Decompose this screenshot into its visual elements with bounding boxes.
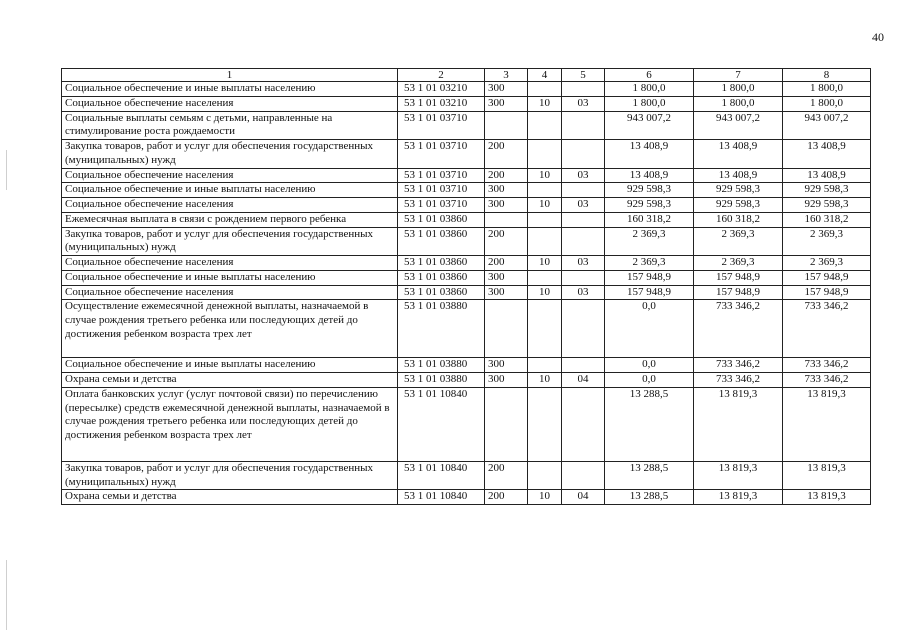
amount-col8-cell: 943 007,2	[783, 111, 871, 140]
column-header: 8	[783, 69, 871, 82]
section-cell: 10	[528, 285, 562, 300]
row-name-cell: Оплата банковских услуг (услуг почтовой связи) по перечислению (пересылке) средств ежемесячной денежной выплаты, назначаемой в случае рождения третьего ребенка или последующих детей до достижения ребенком возраста трех лет	[62, 387, 398, 461]
expense-type-cell: 300	[485, 183, 528, 198]
amount-col6-cell: 0,0	[605, 373, 694, 388]
amount-col8-cell: 13 819,3	[783, 490, 871, 505]
amount-col6-cell: 2 369,3	[605, 256, 694, 271]
row-name-cell: Закупка товаров, работ и услуг для обеспечения государственных (муниципальных) нужд	[62, 461, 398, 490]
row-name-cell: Социальное обеспечение и иные выплаты населению	[62, 82, 398, 97]
amount-col7-cell: 13 819,3	[694, 461, 783, 490]
amount-col6-cell: 13 408,9	[605, 140, 694, 169]
amount-col7-cell: 157 948,9	[694, 270, 783, 285]
amount-col6-cell: 160 318,2	[605, 212, 694, 227]
expense-type-cell	[485, 111, 528, 140]
table-row	[62, 82, 871, 97]
column-header: 2	[398, 69, 485, 82]
table-row	[62, 198, 871, 213]
target-article-code-cell: 53 1 01 03210	[398, 96, 485, 111]
amount-col7-cell: 13 819,3	[694, 490, 783, 505]
row-name-cell: Осуществление ежемесячной денежной выплаты, назначаемой в случае рождения третьего ребенка или последующих детей до достижения ребенком возраста трех лет	[62, 300, 398, 358]
expense-type-cell: 300	[485, 373, 528, 388]
amount-col7-cell: 13 408,9	[694, 140, 783, 169]
subsection-cell: 03	[562, 198, 605, 213]
amount-col7-cell: 157 948,9	[694, 285, 783, 300]
column-header: 4	[528, 69, 562, 82]
column-header: 5	[562, 69, 605, 82]
page-number: 40	[872, 30, 884, 44]
target-article-code-cell: 53 1 01 03880	[398, 373, 485, 388]
section-cell	[528, 111, 562, 140]
amount-col8-cell: 733 346,2	[783, 373, 871, 388]
amount-col8-cell: 13 819,3	[783, 461, 871, 490]
table-row	[62, 227, 871, 256]
amount-col8-cell: 733 346,2	[783, 358, 871, 373]
section-cell: 10	[528, 490, 562, 505]
column-header: 6	[605, 69, 694, 82]
subsection-cell	[562, 270, 605, 285]
amount-col7-cell: 13 819,3	[694, 387, 783, 461]
section-cell: 10	[528, 256, 562, 271]
row-name-cell: Социальное обеспечение населения	[62, 168, 398, 183]
target-article-code-cell: 53 1 01 03710	[398, 198, 485, 213]
expense-type-cell: 200	[485, 490, 528, 505]
subsection-cell: 04	[562, 490, 605, 505]
subsection-cell	[562, 387, 605, 461]
table-row	[62, 168, 871, 183]
target-article-code-cell: 53 1 01 10840	[398, 461, 485, 490]
amount-col8-cell: 2 369,3	[783, 256, 871, 271]
amount-col6-cell: 943 007,2	[605, 111, 694, 140]
target-article-code-cell: 53 1 01 10840	[398, 490, 485, 505]
amount-col6-cell: 157 948,9	[605, 270, 694, 285]
amount-col7-cell: 929 598,3	[694, 183, 783, 198]
amount-col7-cell: 1 800,0	[694, 96, 783, 111]
amount-col7-cell: 733 346,2	[694, 300, 783, 358]
row-name-cell: Закупка товаров, работ и услуг для обеспечения государственных (муниципальных) нужд	[62, 227, 398, 256]
amount-col8-cell: 13 819,3	[783, 387, 871, 461]
left-margin-rule	[6, 150, 7, 190]
target-article-code-cell: 53 1 01 03860	[398, 256, 485, 271]
subsection-cell: 03	[562, 96, 605, 111]
amount-col7-cell: 13 408,9	[694, 168, 783, 183]
expense-type-cell: 300	[485, 358, 528, 373]
amount-col6-cell: 13 288,5	[605, 490, 694, 505]
left-margin-rule	[6, 560, 7, 630]
amount-col8-cell: 1 800,0	[783, 96, 871, 111]
row-name-cell: Социальное обеспечение и иные выплаты населению	[62, 270, 398, 285]
amount-col6-cell: 0,0	[605, 300, 694, 358]
subsection-cell	[562, 183, 605, 198]
amount-col6-cell: 1 800,0	[605, 96, 694, 111]
table-body	[62, 82, 871, 505]
target-article-code-cell: 53 1 01 03710	[398, 111, 485, 140]
amount-col7-cell: 943 007,2	[694, 111, 783, 140]
section-cell	[528, 387, 562, 461]
amount-col7-cell: 733 346,2	[694, 373, 783, 388]
table-row	[62, 461, 871, 490]
amount-col6-cell: 1 800,0	[605, 82, 694, 97]
table-row	[62, 270, 871, 285]
expense-type-cell: 200	[485, 168, 528, 183]
subsection-cell	[562, 300, 605, 358]
table-row	[62, 256, 871, 271]
target-article-code-cell: 53 1 01 03710	[398, 183, 485, 198]
amount-col8-cell: 2 369,3	[783, 227, 871, 256]
column-header: 1	[62, 69, 398, 82]
section-cell: 10	[528, 198, 562, 213]
amount-col7-cell: 2 369,3	[694, 227, 783, 256]
row-name-cell: Охрана семьи и детства	[62, 490, 398, 505]
amount-col8-cell: 1 800,0	[783, 82, 871, 97]
amount-col6-cell: 13 288,5	[605, 461, 694, 490]
expense-type-cell	[485, 300, 528, 358]
row-name-cell: Закупка товаров, работ и услуг для обеспечения государственных (муниципальных) нужд	[62, 140, 398, 169]
row-name-cell: Социальное обеспечение и иные выплаты населению	[62, 358, 398, 373]
amount-col7-cell: 1 800,0	[694, 82, 783, 97]
expense-type-cell: 300	[485, 285, 528, 300]
amount-col8-cell: 929 598,3	[783, 198, 871, 213]
row-name-cell: Охрана семьи и детства	[62, 373, 398, 388]
table-row	[62, 140, 871, 169]
expense-type-cell: 200	[485, 461, 528, 490]
target-article-code-cell: 53 1 01 03880	[398, 358, 485, 373]
section-cell	[528, 358, 562, 373]
target-article-code-cell: 53 1 01 03880	[398, 300, 485, 358]
amount-col6-cell: 929 598,3	[605, 183, 694, 198]
table-row	[62, 373, 871, 388]
section-cell	[528, 140, 562, 169]
section-cell: 10	[528, 168, 562, 183]
subsection-cell	[562, 140, 605, 169]
amount-col8-cell: 13 408,9	[783, 168, 871, 183]
target-article-code-cell: 53 1 01 03710	[398, 140, 485, 169]
target-article-code-cell: 53 1 01 03710	[398, 168, 485, 183]
amount-col8-cell: 929 598,3	[783, 183, 871, 198]
expense-type-cell: 300	[485, 198, 528, 213]
section-cell	[528, 270, 562, 285]
table-row	[62, 300, 871, 358]
expense-type-cell: 200	[485, 256, 528, 271]
expense-type-cell	[485, 212, 528, 227]
column-header: 7	[694, 69, 783, 82]
target-article-code-cell: 53 1 01 03860	[398, 270, 485, 285]
amount-col8-cell: 157 948,9	[783, 285, 871, 300]
section-cell	[528, 212, 562, 227]
row-name-cell: Социальные выплаты семьям с детьми, направленные на стимулирование роста рождаемости	[62, 111, 398, 140]
target-article-code-cell: 53 1 01 03860	[398, 285, 485, 300]
row-name-cell: Социальное обеспечение населения	[62, 198, 398, 213]
expense-type-cell: 300	[485, 270, 528, 285]
amount-col6-cell: 929 598,3	[605, 198, 694, 213]
amount-col6-cell: 2 369,3	[605, 227, 694, 256]
subsection-cell	[562, 461, 605, 490]
amount-col7-cell: 733 346,2	[694, 358, 783, 373]
amount-col7-cell: 929 598,3	[694, 198, 783, 213]
expense-type-cell: 200	[485, 227, 528, 256]
section-cell	[528, 227, 562, 256]
row-name-cell: Социальное обеспечение населения	[62, 256, 398, 271]
section-cell	[528, 82, 562, 97]
amount-col6-cell: 0,0	[605, 358, 694, 373]
amount-col8-cell: 157 948,9	[783, 270, 871, 285]
subsection-cell	[562, 212, 605, 227]
amount-col6-cell: 13 408,9	[605, 168, 694, 183]
amount-col8-cell: 13 408,9	[783, 140, 871, 169]
budget-table	[61, 68, 871, 505]
target-article-code-cell: 53 1 01 03860	[398, 227, 485, 256]
expense-type-cell	[485, 387, 528, 461]
amount-col8-cell: 160 318,2	[783, 212, 871, 227]
target-article-code-cell: 53 1 01 10840	[398, 387, 485, 461]
table-row	[62, 285, 871, 300]
row-name-cell: Социальное обеспечение и иные выплаты населению	[62, 183, 398, 198]
table-row	[62, 212, 871, 227]
subsection-cell: 04	[562, 373, 605, 388]
expense-type-cell: 300	[485, 82, 528, 97]
section-cell	[528, 300, 562, 358]
subsection-cell: 03	[562, 168, 605, 183]
table-row	[62, 387, 871, 461]
target-article-code-cell: 53 1 01 03860	[398, 212, 485, 227]
subsection-cell: 03	[562, 256, 605, 271]
amount-col6-cell: 157 948,9	[605, 285, 694, 300]
section-cell: 10	[528, 96, 562, 111]
amount-col7-cell: 160 318,2	[694, 212, 783, 227]
expense-type-cell: 200	[485, 140, 528, 169]
amount-col7-cell: 2 369,3	[694, 256, 783, 271]
row-name-cell: Ежемесячная выплата в связи с рождением первого ребенка	[62, 212, 398, 227]
subsection-cell	[562, 82, 605, 97]
table-header-row	[62, 69, 871, 82]
expense-type-cell: 300	[485, 96, 528, 111]
subsection-cell	[562, 111, 605, 140]
section-cell	[528, 461, 562, 490]
target-article-code-cell: 53 1 01 03210	[398, 82, 485, 97]
table-row	[62, 358, 871, 373]
subsection-cell: 03	[562, 285, 605, 300]
subsection-cell	[562, 358, 605, 373]
row-name-cell: Социальное обеспечение населения	[62, 96, 398, 111]
amount-col8-cell: 733 346,2	[783, 300, 871, 358]
section-cell: 10	[528, 373, 562, 388]
table-row	[62, 111, 871, 140]
amount-col6-cell: 13 288,5	[605, 387, 694, 461]
table-row	[62, 183, 871, 198]
column-header: 3	[485, 69, 528, 82]
row-name-cell: Социальное обеспечение населения	[62, 285, 398, 300]
table-row	[62, 490, 871, 505]
section-cell	[528, 183, 562, 198]
table-row	[62, 96, 871, 111]
subsection-cell	[562, 227, 605, 256]
